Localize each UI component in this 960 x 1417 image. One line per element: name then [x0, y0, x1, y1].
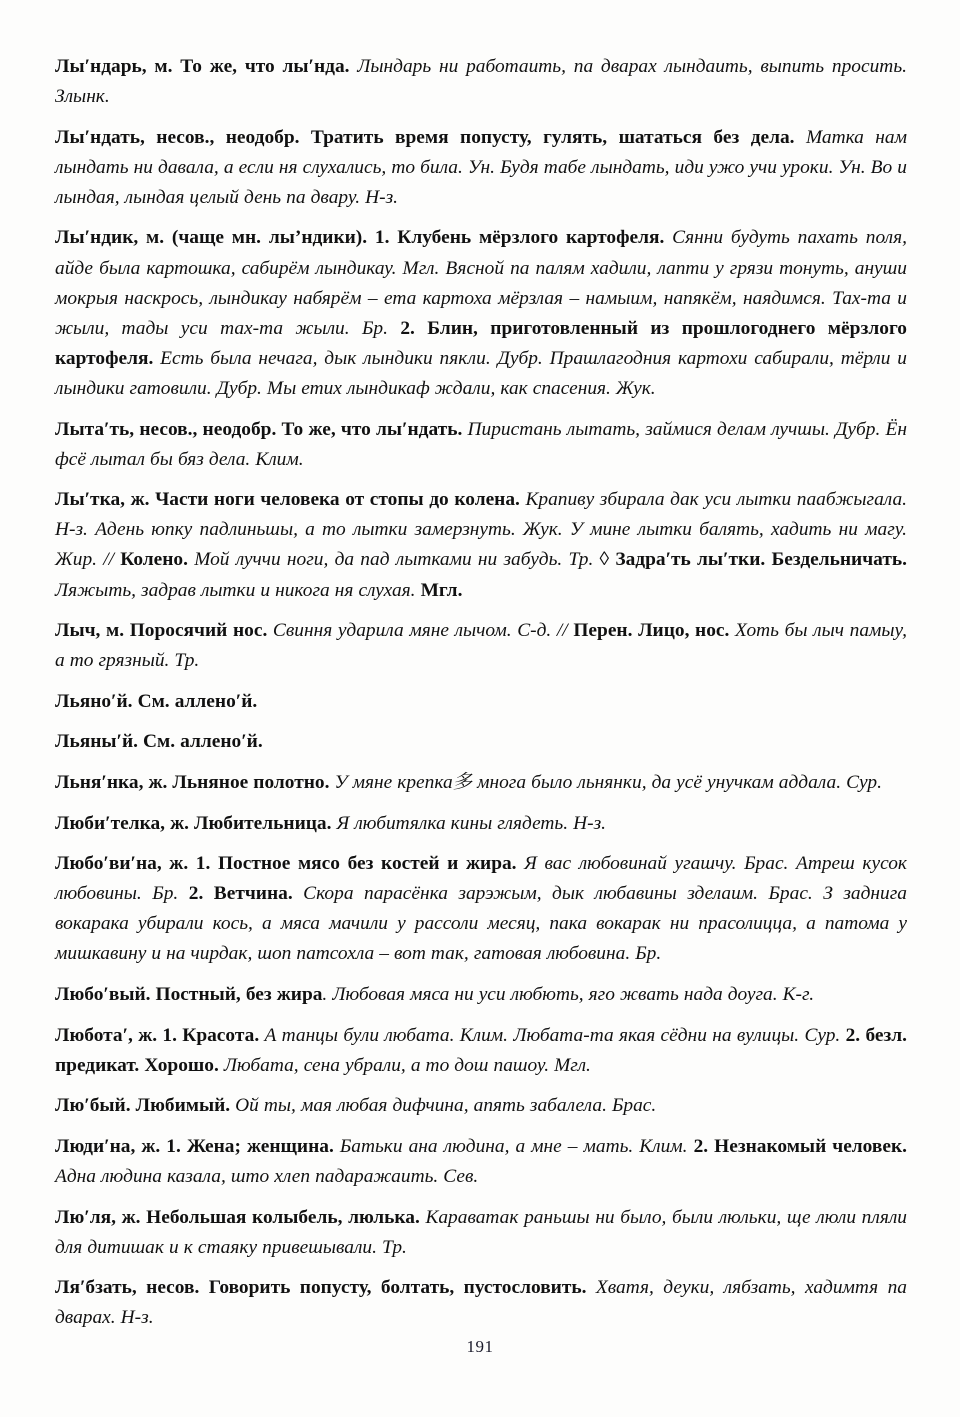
entry-run-bold: Ля′бзать, несов. Говорить попусту, болтать, пустословить. [55, 1277, 587, 1299]
dictionary-entry [55, 1203, 907, 1263]
entry-run-italic: Матка нам лындать ни давала, а если ня слухались, то била. Ун. Будя табе лындать, иди ужо учи уроки. Ун. Во и лындая, лындая целый день па двару. Н-з. [55, 126, 907, 208]
entry-run-bold: Любота′, ж. 1. Красота. [55, 1024, 260, 1046]
entry-run-bold: Лыч, м. Поросячий нос. [55, 620, 268, 642]
entry-run-italic: Хватя, деуки, лябзать, хадимтя па дварах. Н-з. [55, 1277, 907, 1329]
entry-column [55, 52, 907, 1333]
dictionary-entry [55, 727, 907, 757]
entry-run-bold: Лыта′ть, несов., неодобр. То же, что лы′ндать. [55, 418, 463, 440]
dictionary-entry [55, 1091, 907, 1121]
dictionary-entry [55, 809, 907, 839]
dictionary-entry [55, 223, 907, 404]
entry-run-bold: 2. безл. предикат. Хорошо. [55, 1024, 908, 1076]
entry-run-italic: Я вас любовинай угашчу. Брас. Атреш кусок любовины. Бр. [55, 853, 907, 905]
entry-run-bold: Задра′ть лы′тки. Бездельничать. [615, 549, 907, 571]
entry-run-italic: Пиристань лытать, займися делам лучшы. Дубр. Ён фсё лытал бы бяз дела. Клим. [55, 418, 907, 470]
entry-run-italic: Я любитялка кины глядеть. Н-з. [331, 812, 607, 834]
entry-run-bold: 2. Ветчина. [188, 883, 293, 905]
entry-run-bold: Перен. Лицо, нос. [573, 620, 730, 642]
entry-run-bold: Лы′тка, ж. Части ноги человека от стопы до колена. [55, 489, 520, 511]
entry-run-italic: Ой ты, мая любая дифчина, апять забалела. Брас. [230, 1095, 657, 1117]
entry-run-italic: Ляжыть, задрав лытки и никога ня слухая. [55, 579, 421, 601]
entry-run-italic: Батьки ана людина, а мне – мать. Клим. [333, 1135, 694, 1157]
entry-run-bold: Лю′бый. Любимый. [55, 1095, 231, 1117]
entry-run-italic: Хоть бы лыч памыу, а то грязный. Тр. [55, 620, 908, 672]
entry-run-italic: Мой луччи ноги, да пад лытками ни забудь. Тр. [187, 549, 600, 571]
entry-run-italic: А танцы були любата. Клим. Любата-та якая сёдни на вулицы. Сур. [259, 1024, 846, 1046]
entry-run-italic: У мяне крепка多 многа было льнянки, да усё унучкам аддала. Сур. [329, 771, 882, 793]
entry-run-italic: Адна людина казала, што хлеп падаражаить. Сев. [55, 1166, 479, 1187]
entry-run-bold: Лы′ндик, м. (чаще мн. лы’ндики). 1. Клубень мёрзлого картофеля. [55, 227, 665, 249]
entry-run-bold: Льяны′й. См. аллено′й. [55, 731, 263, 753]
entry-run-italic: Свиння ударила мяне лычом. С-д. // [267, 620, 574, 642]
entry-run-bold: Любо′вый. Постный, без жира [55, 984, 323, 1006]
entry-run-bold: Люби′телка, ж. Любительница. [55, 812, 332, 834]
entry-run-italic: Любата, сена убрали, а то дош пашоу. Мгл. [218, 1054, 591, 1076]
entry-run-italic: Караватак раньшы ни было, были люльки, ще люли пляли для дитишак и к стаяку привешывали. Тр. [55, 1206, 907, 1258]
dictionary-entry [55, 485, 907, 605]
dictionary-entry [55, 52, 907, 112]
entry-run-bold: Люди′на, ж. 1. Жена; женщина. [55, 1135, 334, 1157]
entry-run-bold: Лы′ндарь, м. То же, что лы′нда. [55, 56, 350, 77]
dictionary-entry [55, 768, 907, 798]
entry-run-italic: Скора парасёнка зарэжым, дык любавины зделаим. Брас. З заднига вокарака убирали кось, а мяса мачили у рассоли месяц, пака вокарак ни прасолицца, а патома у мишкавину и на чирдак, шоп патсохла – вот так, гатовая любовина. Бр. [55, 883, 907, 965]
entry-run-italic: Лындарь ни работаить, па дварах лындаить, выпить просить. Злынк. [55, 56, 907, 108]
entry-run-lozenge: ◊ [599, 549, 616, 571]
entry-run-bold: Мгл. [420, 579, 463, 601]
entry-run-bold: Льяно′й. См. аллено′й. [55, 690, 258, 712]
entry-run-bold: Лю′ля, ж. Небольшая колыбель, люлька. [55, 1206, 420, 1228]
dictionary-entry [55, 1132, 907, 1192]
dictionary-entry [55, 849, 907, 969]
entry-run-italic: . Любовая мяса ни уси любють, яго жвать нада доуга. К-г. [322, 984, 815, 1006]
dictionary-entry [55, 616, 907, 676]
page-number: 191 [466, 1337, 494, 1356]
entry-run-italic: Есть была нечага, дык лындики пякли. Дубр. Прашлагодния картохи сабирали, тёрли и лындики гатовили. Дубр. Мы етих лындикаф ждали, как спасения. Жук. [55, 347, 907, 399]
entry-run-italic: Крапиву збирала дак уси лытки паабжыгала. Н-з. Адень юпку падлиньшы, а то лытки замерзнуть. Жук. У мине лытки балять, хадить ни магу. Жир. // [55, 489, 908, 571]
dictionary-entry [55, 687, 907, 717]
dictionary-entry [55, 980, 907, 1010]
entry-run-bold: 2. Блин, приготовленный из прошлогоднего мёрзлого картофеля. [55, 317, 907, 369]
entry-run-bold: Лы′ндать, несов., неодобр. Тратить время попусту, гулять, шататься без дела. [55, 126, 795, 148]
dictionary-entry [55, 1021, 907, 1081]
dictionary-entry [55, 1273, 907, 1333]
entry-run-bold: Льня′нка, ж. Льняное полотно. [55, 771, 330, 793]
entry-run-bold: Колено. [120, 549, 188, 571]
entry-run-italic: Сянни будуть пахать поля, айде была картошка, сабирём лындикау. Мгл. Вясной па палям хадили, лапти у грязи тонуть, ануши мокрыя наскрось, лындикау набярём – ета картоха мёрзлая – намыим, напякём, наядимся. Тах-та и жыли, тады уси тах-та жыли. Бр. [55, 227, 907, 339]
entry-run-bold: Любо′ви′на, ж. 1. Постное мясо без костей и жира. [55, 853, 517, 875]
entry-run-bold: 2. Незнакомый человек. [693, 1135, 907, 1157]
dictionary-entry [55, 123, 907, 213]
dictionary-entry [55, 415, 907, 475]
